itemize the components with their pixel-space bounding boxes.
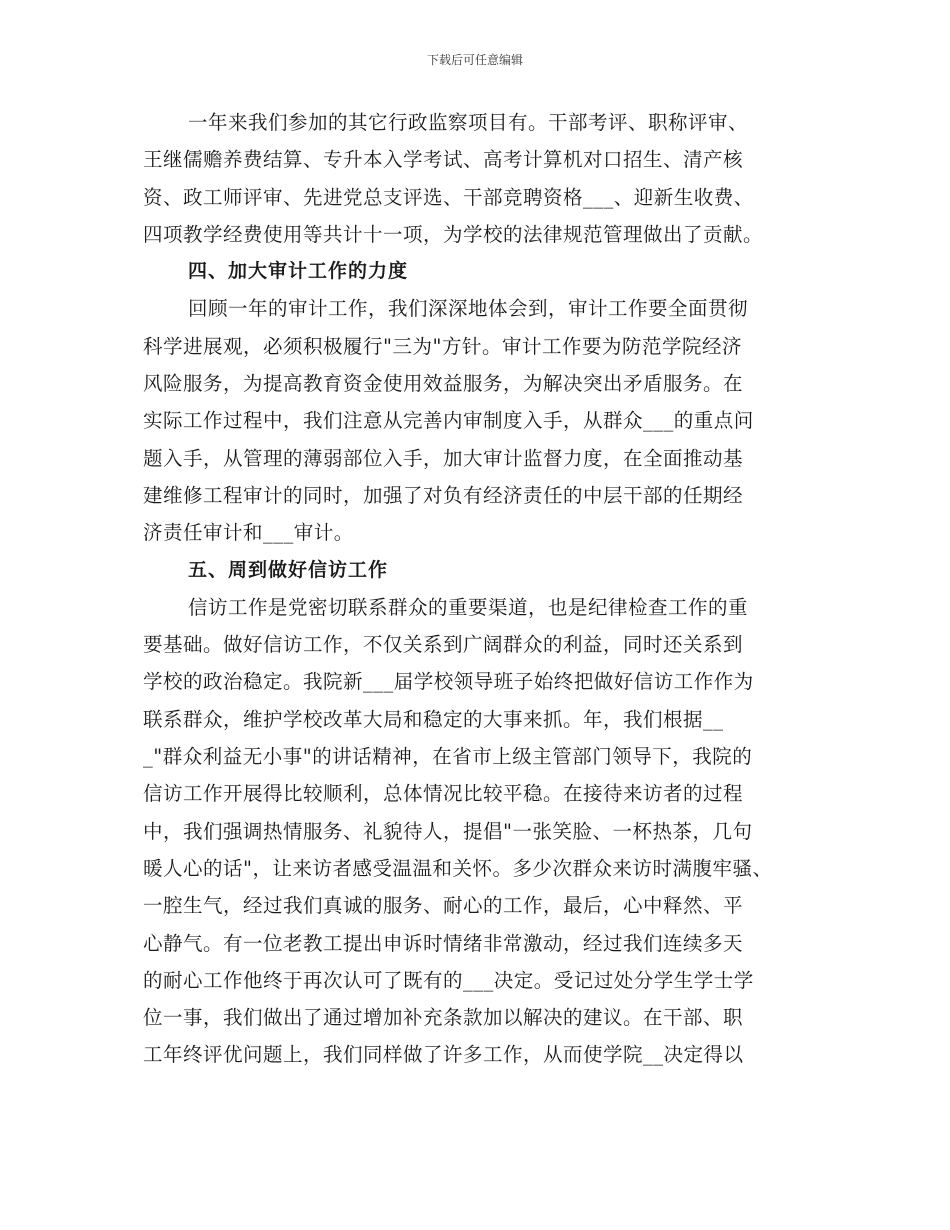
text-line: 风险服务，为提高教育资金使用效益服务，为解决突出矛盾服务。在 [143, 372, 744, 396]
text-line: 建维修工程审计的同时，加强了对负有经济责任的中层干部的任期经 [143, 483, 744, 507]
text-line: 暖人心的话"，让来访者感受温温和关怀。多少次群众来访时满腹牢骚、 [143, 856, 773, 880]
text-line: 实际工作过程中，我们注意从完善内审制度入手，从群众___的重点问 [143, 409, 754, 433]
text-line: 心静气。有一位老教工提出申诉时情绪非常激动，经过我们连续多天 [143, 931, 744, 955]
text-line: 科学进展观，必须积极履行"三为"方针。审计工作要为防范学院经济 [143, 334, 742, 358]
text-line: 一腔生气，经过我们真诚的服务、耐心的工作，最后，心中释然、平 [143, 894, 744, 918]
text-line: _"群众利益无小事"的讲话精神，在省市上级主管部门领导下，我院的 [143, 745, 753, 769]
text-line: 要基础。做好信访工作，不仅关系到广阔群众的利益，同时还关系到 [143, 633, 744, 657]
text-line: 题入手，从管理的薄弱部位入手，加大审计监督力度，在全面推动基 [143, 446, 744, 470]
text-line: 的耐心工作他终于再次认可了既有的___决定。受记过处分学生学士学 [143, 968, 754, 992]
section-heading: 四、加大审计工作的力度 [188, 260, 409, 283]
section-heading: 五、周到做好信访工作 [188, 558, 389, 581]
text-line: 联系群众，维护学校改革大局和稳定的大事来抓。年，我们根据__ [143, 707, 724, 731]
text-line: 资、政工师评审、先进党总支评选、干部竞聘资格___、迎新生收费、 [143, 185, 754, 209]
text-line: 王继儒赡养费结算、专升本入学考试、高考计算机对口招生、清产核 [143, 148, 744, 172]
text-line: 济责任审计和___审计。 [143, 521, 354, 545]
text-line: 四项教学经费使用等共计十一项，为学校的法律规范管理做出了贡献。 [143, 222, 764, 246]
text-line: 信访工作是党密切联系群众的重要渠道，也是纪律检查工作的重 [188, 595, 749, 619]
text-line: 信访工作开展得比较顺利，总体情况比较平稳。在接待来访者的过程 [143, 782, 744, 806]
text-line: 中，我们强调热情服务、礼貌待人，提倡"一张笑脸、一杯热茶，几句 [143, 819, 753, 843]
text-line: 位一事，我们做出了通过增加补充条款加以解决的建议。在干部、职 [143, 1006, 744, 1030]
text-line: 回顾一年的审计工作，我们深深地体会到，审计工作要全面贯彻 [188, 297, 749, 321]
text-line: 学校的政治稳定。我院新___届学校领导班子始终把做好信访工作作为 [143, 670, 754, 694]
text-line: 工年终评优问题上，我们同样做了许多工作，从而使学院__决定得以 [143, 1043, 744, 1067]
page-header: 下载后可任意编辑 [426, 53, 523, 67]
text-line: 一年来我们参加的其它行政监察项目有。干部考评、职称评审、 [188, 111, 749, 134]
document-body [143, 104, 823, 1074]
